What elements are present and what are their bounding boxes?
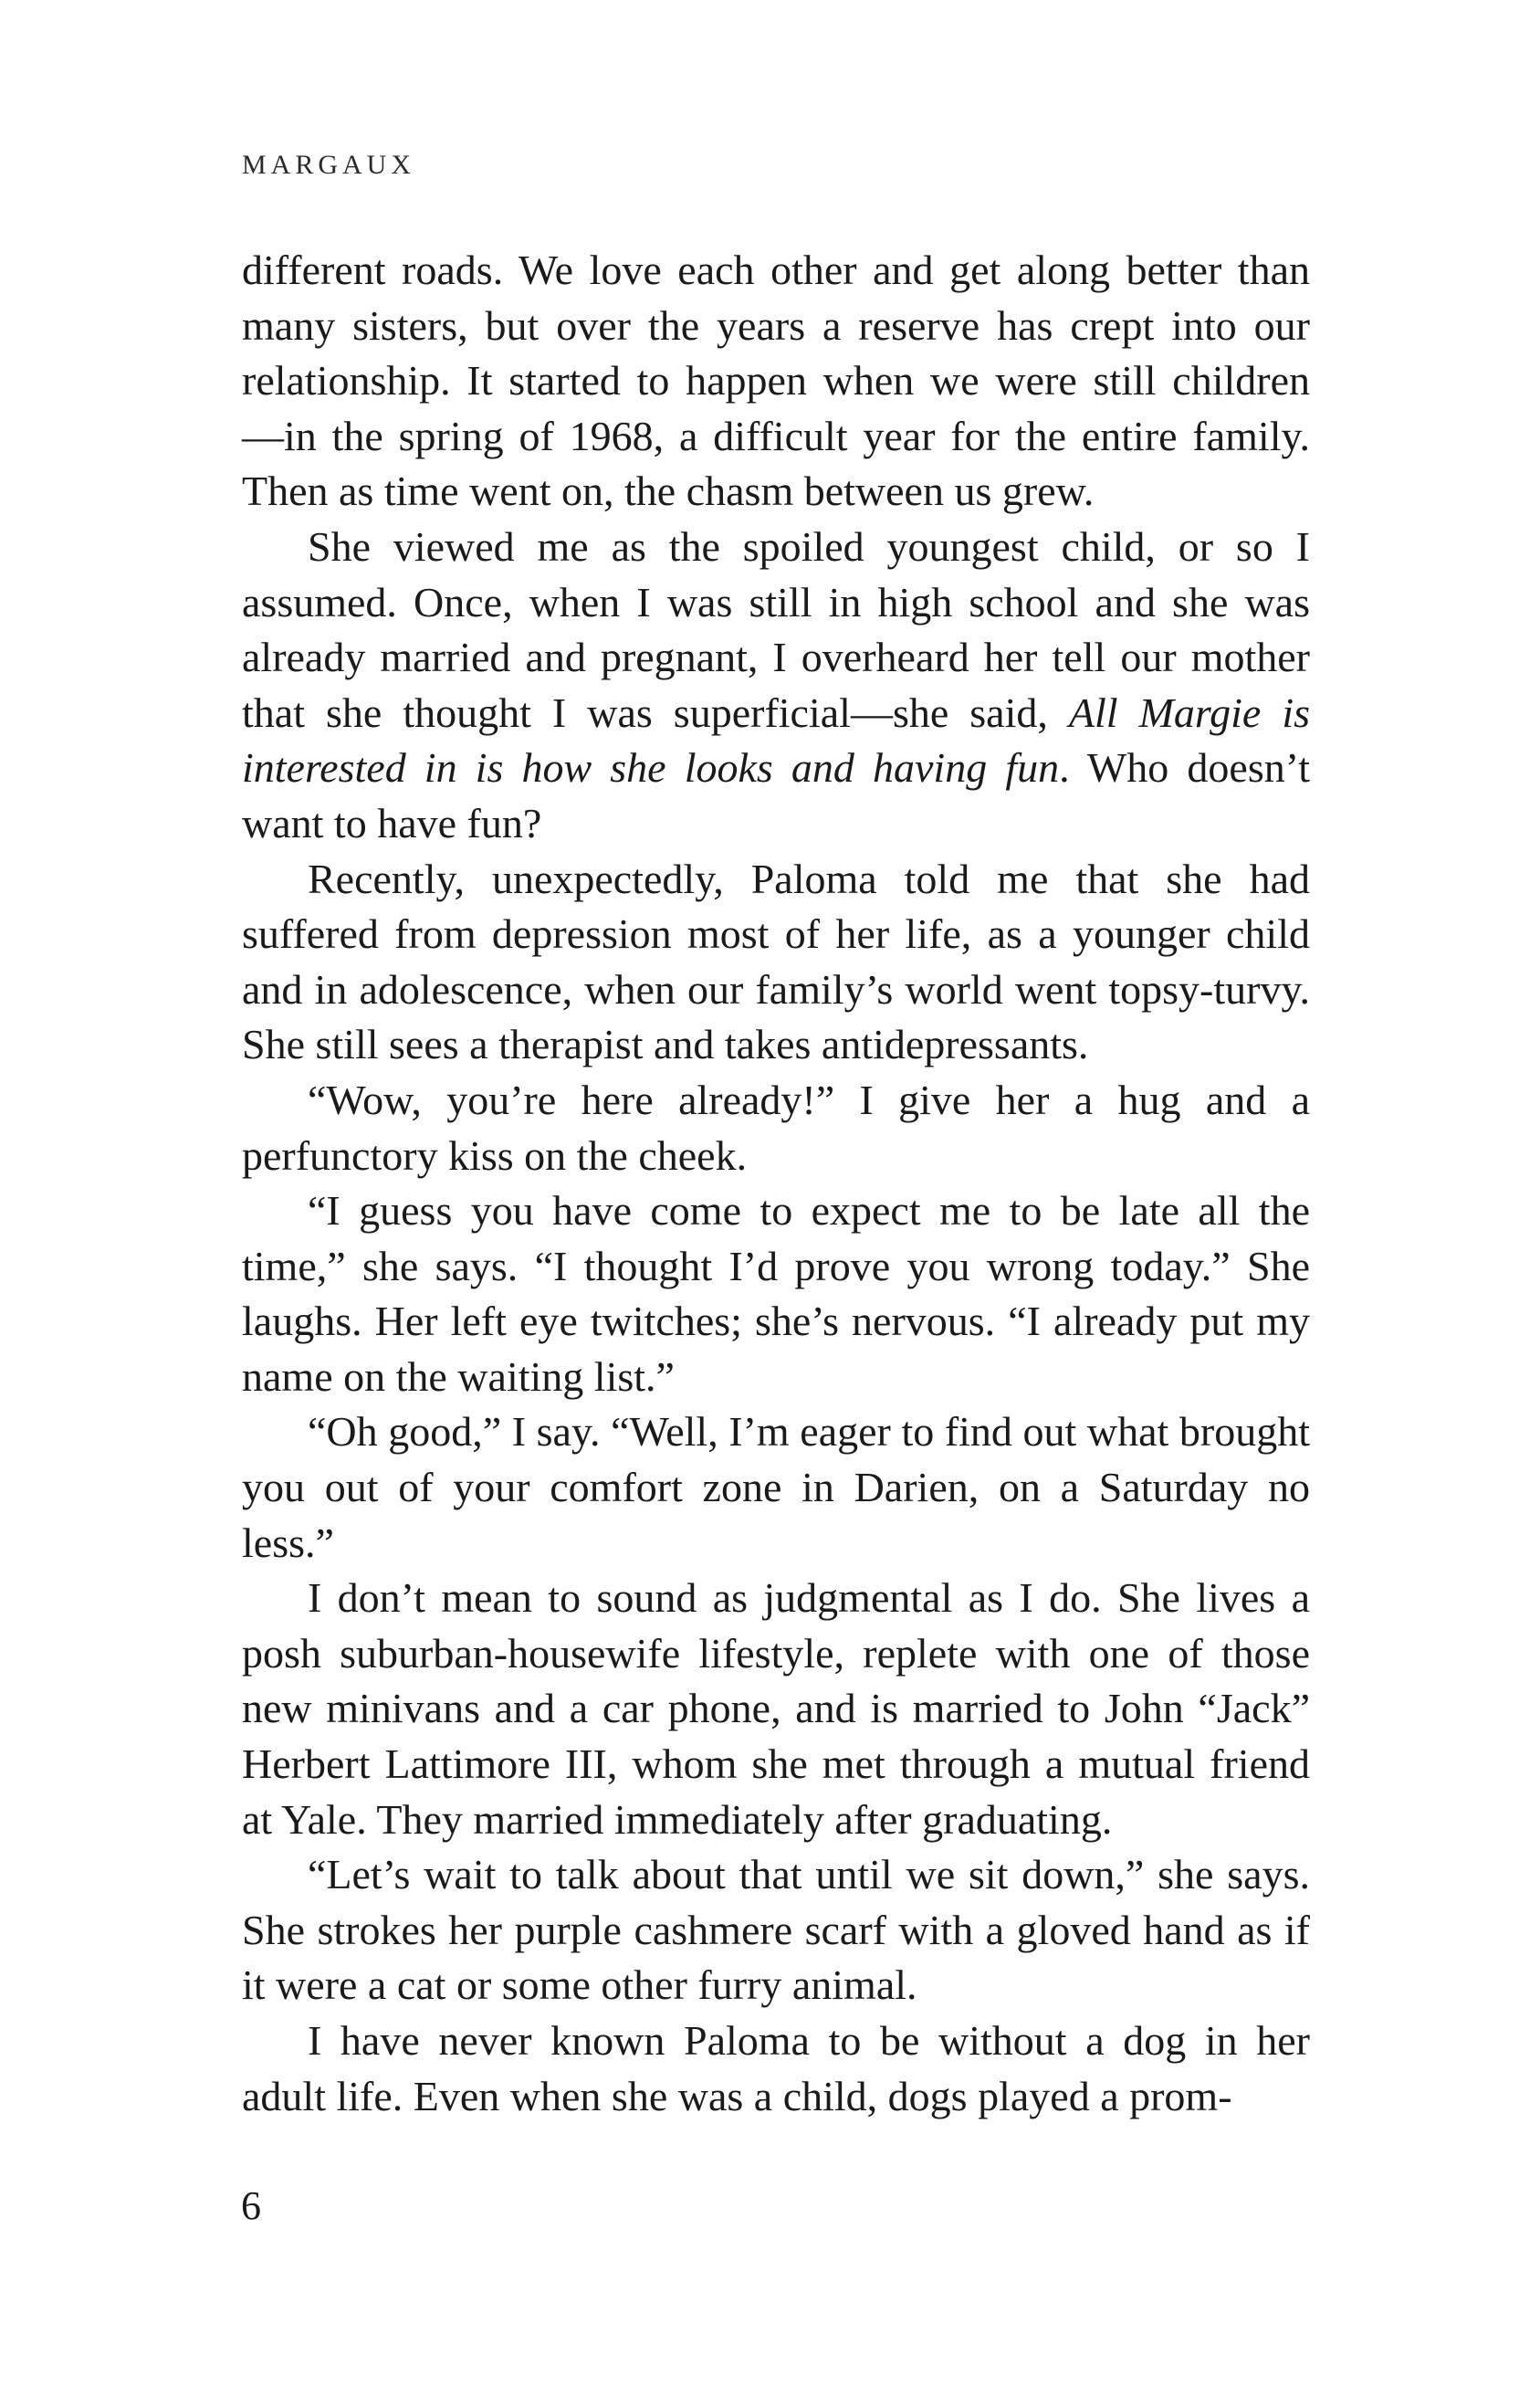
paragraph: “Let’s wait to talk about that until we sit down,” she says. She strokes her purple cashmere scarf with a gloved hand as if it were a cat or some other furry animal. (242, 1851, 1310, 2009)
paragraph: “Wow, you’re here already!” I give her a hug and a perfunctory kiss on the cheek. (242, 1076, 1310, 1179)
paragraph: I don’t mean to sound as judgmental as I do. She lives a posh suburban-housewife lifestyle, replete with one of those new minivans and a car phone, and is married to John “Jack” Herbert Lattimore III, whom she met through a mutual friend at Yale. They married immediately after graduating. (242, 1574, 1310, 1843)
page-number: 6 (241, 2183, 261, 2228)
paragraph: different roads. We love each other and get along better than many sisters, but over the years a reserve has crept into our relationship. It started to happen when we were still children —in the spring of 1968, a difficult year for the entire family. Then as time went on, the chasm between us grew. (242, 247, 1310, 515)
paragraph: Recently, unexpectedly, Paloma told me that she had suffered from depression most of her life, as a younger child and in adolescence, when our family’s world went topsy-turvy. She still sees a therapist and takes antidepressants. (242, 855, 1310, 1068)
paragraph (242, 520, 1310, 852)
paragraph: I have never known Paloma to be without a dog in her adult life. Even when she was a child, dogs played a prom- (242, 2017, 1310, 2119)
paragraph: “Oh good,” I say. “Well, I’m eager to find out what brought you out of your comfort zone in Darien, on a Saturday no less.” (242, 1408, 1310, 1566)
paragraph-text: She viewed me as the spoiled youngest child, or so I assumed. Once, when I was still in high school and she was already married and pregnant, I overheard her tell our mother that she thought I was superficial—she said, (242, 522, 1310, 736)
running-head: MARGAUX (242, 150, 416, 180)
paragraph-text: . Who doesn’t want to have fun? (242, 744, 1310, 846)
paragraph: “I guess you have come to expect me to be late all the time,” she says. “I thought I’d prove you wrong today.” She laughs. Her left eye twitches; she’s nervous. “I already put my name on the waiting list.” (242, 1187, 1310, 1400)
body-text (242, 243, 1310, 2124)
italic-quote: All Margie is interested in is how she looks and having fun (242, 689, 1310, 792)
